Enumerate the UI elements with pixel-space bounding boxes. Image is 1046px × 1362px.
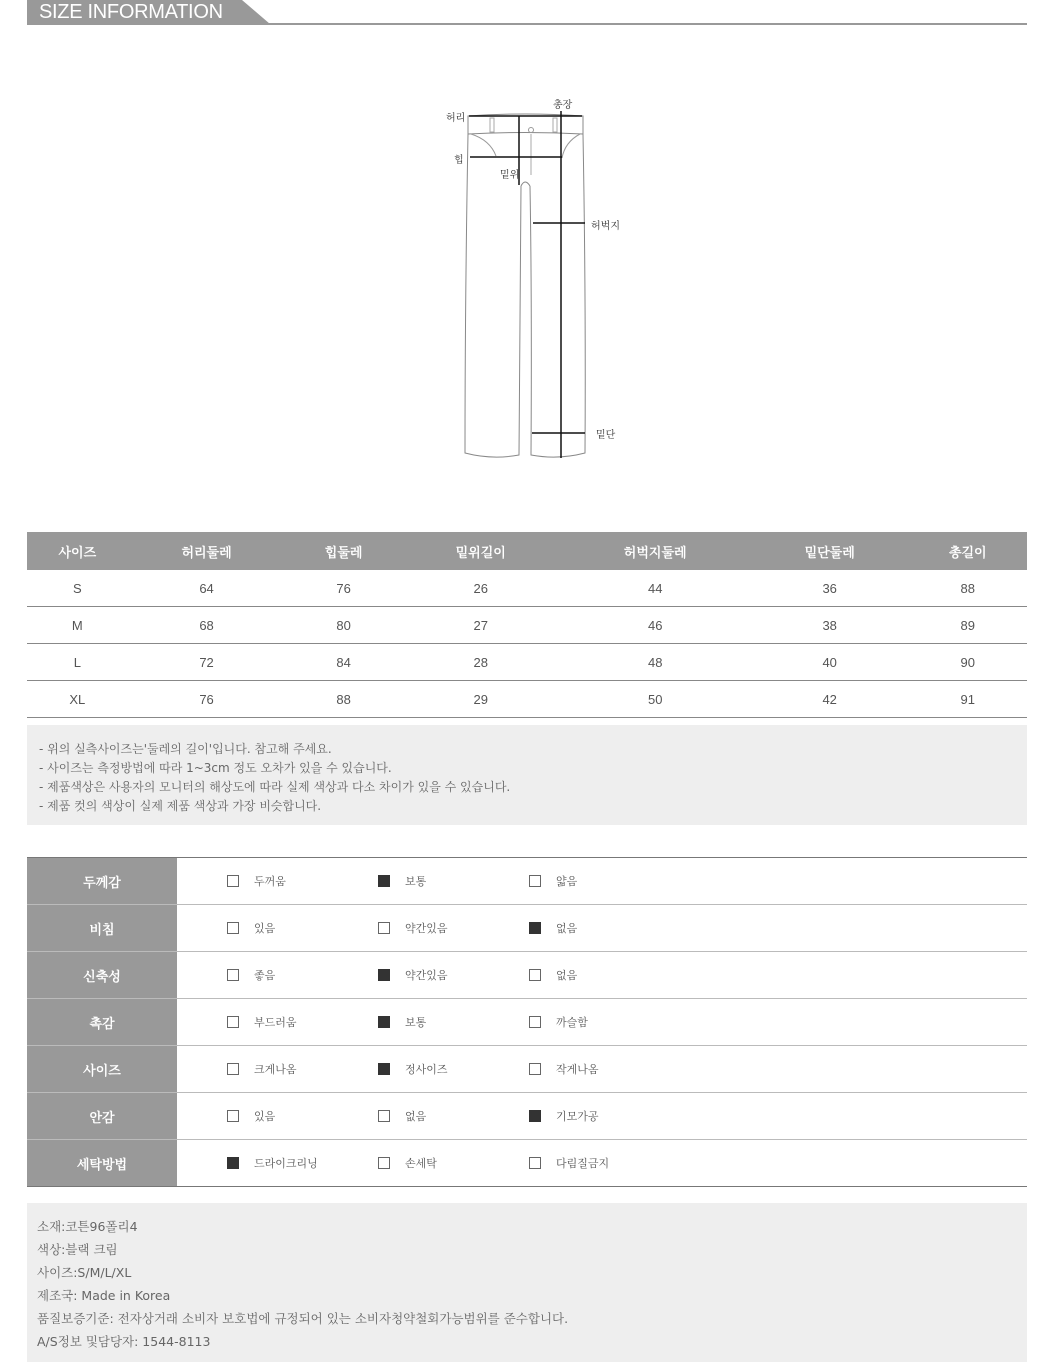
feature-option-label: 다림질금지 — [556, 1157, 610, 1170]
feature-option — [227, 952, 275, 998]
feature-option-label: 있음 — [254, 1110, 276, 1123]
checked-box-icon — [378, 1063, 390, 1075]
table-cell: 44 — [560, 570, 751, 607]
table-row — [27, 570, 1027, 607]
info-quality: 품질보증기준: 전자상거래 소비자 보호법에 규정되어 있는 소비자청약철회가능범위를 준수합니다. — [37, 1311, 569, 1326]
size-table — [27, 532, 1027, 718]
unchecked-box-icon — [227, 875, 239, 887]
table-cell: 90 — [909, 644, 1027, 681]
checked-box-icon — [529, 922, 541, 934]
feature-option — [529, 1140, 609, 1186]
feature-option-label: 두꺼움 — [254, 875, 286, 888]
checked-box-icon — [378, 1016, 390, 1028]
feature-label: 두께감 — [27, 858, 177, 904]
feature-label: 사이즈 — [27, 1046, 177, 1092]
feature-option — [378, 858, 426, 904]
feature-row — [27, 858, 1027, 905]
col-thigh: 허벅지둘레 — [560, 532, 751, 570]
table-cell: 36 — [751, 570, 909, 607]
feature-option-label: 좋음 — [254, 969, 276, 982]
table-cell: 48 — [560, 644, 751, 681]
table-cell: 91 — [909, 681, 1027, 718]
table-cell: 46 — [560, 607, 751, 644]
feature-option-label: 손세탁 — [405, 1157, 437, 1170]
table-row — [27, 681, 1027, 718]
col-hem: 밑단둘레 — [751, 532, 909, 570]
col-size: 사이즈 — [27, 532, 128, 570]
table-cell: M — [27, 607, 128, 644]
feature-option-label: 없음 — [556, 969, 578, 982]
table-cell: 26 — [402, 570, 560, 607]
feature-option — [227, 905, 275, 951]
feature-option-label: 작게나옴 — [556, 1063, 599, 1076]
table-cell: 38 — [751, 607, 909, 644]
feature-option-label: 없음 — [405, 1110, 427, 1123]
feature-option-label: 기모가공 — [556, 1110, 599, 1123]
checked-box-icon — [227, 1157, 239, 1169]
feature-option — [378, 905, 448, 951]
rise-label: 밑위 — [500, 170, 520, 181]
feature-option — [227, 1140, 318, 1186]
product-info — [27, 1203, 1027, 1362]
unchecked-box-icon — [529, 1157, 541, 1169]
table-cell: 76 — [285, 570, 401, 607]
feature-option-label: 크게나옴 — [254, 1063, 297, 1076]
unchecked-box-icon — [227, 1063, 239, 1075]
note-line: - 위의 실측사이즈는'둘레의 길이'입니다. 참고해 주세요. — [39, 742, 332, 756]
feature-option-label: 없음 — [556, 922, 578, 935]
table-cell: 64 — [128, 570, 286, 607]
feature-row — [27, 1046, 1027, 1093]
unchecked-box-icon — [378, 1110, 390, 1122]
col-total: 총길이 — [909, 532, 1027, 570]
table-cell: 72 — [128, 644, 286, 681]
unchecked-box-icon — [529, 1063, 541, 1075]
feature-option — [529, 905, 577, 951]
total-length-label: 총장 — [553, 100, 573, 111]
unchecked-box-icon — [378, 922, 390, 934]
note-line: - 제품 컷의 색상이 실제 제품 색상과 가장 비슷합니다. — [39, 799, 322, 813]
pants-diagram — [0, 0, 1046, 520]
feature-label: 안감 — [27, 1093, 177, 1139]
feature-option — [529, 858, 577, 904]
table-cell: 29 — [402, 681, 560, 718]
size-notes — [27, 725, 1027, 825]
info-sizes: 사이즈:S/M/L/XL — [37, 1265, 132, 1280]
feature-option — [378, 952, 448, 998]
feature-option — [378, 999, 426, 1045]
feature-label: 세탁방법 — [27, 1140, 177, 1186]
table-cell: 76 — [128, 681, 286, 718]
col-hip: 힙둘레 — [285, 532, 401, 570]
feature-option — [227, 1093, 275, 1139]
table-cell: 42 — [751, 681, 909, 718]
table-cell: 28 — [402, 644, 560, 681]
note-line: - 사이즈는 측정방법에 따라 1~3cm 정도 오차가 있을 수 있습니다. — [39, 761, 392, 775]
feature-option — [529, 1046, 599, 1092]
table-row — [27, 644, 1027, 681]
table-cell: 27 — [402, 607, 560, 644]
table-row — [27, 607, 1027, 644]
checked-box-icon — [378, 875, 390, 887]
unchecked-box-icon — [378, 1157, 390, 1169]
feature-option — [378, 1093, 426, 1139]
info-as: A/S정보 및담당자: 1544-8113 — [37, 1334, 211, 1349]
table-cell: 50 — [560, 681, 751, 718]
feature-option-label: 드라이크리닝 — [254, 1157, 318, 1170]
feature-row — [27, 952, 1027, 999]
table-cell: 88 — [909, 570, 1027, 607]
feature-row — [27, 999, 1027, 1046]
info-origin: 제조국: Made in Korea — [37, 1288, 171, 1303]
hip-label: 힙 — [454, 155, 464, 166]
feature-row — [27, 905, 1027, 952]
feature-option-label: 있음 — [254, 922, 276, 935]
unchecked-box-icon — [529, 875, 541, 887]
table-cell: 80 — [285, 607, 401, 644]
feature-option-label: 약간있음 — [405, 969, 448, 982]
feature-option — [227, 999, 297, 1045]
table-cell: 88 — [285, 681, 401, 718]
feature-label: 비침 — [27, 905, 177, 951]
feature-option — [227, 1046, 297, 1092]
info-color: 색상:블랙 크림 — [37, 1242, 118, 1257]
feature-option-label: 정사이즈 — [405, 1063, 448, 1076]
col-rise: 밑위길이 — [402, 532, 560, 570]
table-cell: XL — [27, 681, 128, 718]
table-cell: 89 — [909, 607, 1027, 644]
feature-label: 촉감 — [27, 999, 177, 1045]
table-cell: L — [27, 644, 128, 681]
unchecked-box-icon — [529, 1016, 541, 1028]
pants-illustration — [0, 0, 1046, 520]
feature-option — [529, 999, 588, 1045]
table-cell: 68 — [128, 607, 286, 644]
table-cell: 84 — [285, 644, 401, 681]
unchecked-box-icon — [529, 969, 541, 981]
feature-option-label: 보통 — [405, 875, 427, 888]
feature-row — [27, 1140, 1027, 1187]
feature-option-label: 부드러움 — [254, 1016, 297, 1029]
feature-option-label: 얇음 — [556, 875, 578, 888]
checked-box-icon — [529, 1110, 541, 1122]
thigh-label: 허벅지 — [591, 221, 620, 232]
table-cell: S — [27, 570, 128, 607]
unchecked-box-icon — [227, 969, 239, 981]
feature-option — [378, 1140, 437, 1186]
feature-option-label: 보통 — [405, 1016, 427, 1029]
feature-option — [529, 1093, 599, 1139]
feature-option-label: 약간있음 — [405, 922, 448, 935]
feature-option — [529, 952, 577, 998]
unchecked-box-icon — [227, 1016, 239, 1028]
info-material: 소재:코튼96폴리4 — [37, 1219, 138, 1234]
col-waist: 허리둘레 — [128, 532, 286, 570]
feature-option — [378, 1046, 448, 1092]
size-table-header — [27, 532, 1027, 570]
feature-option — [227, 858, 286, 904]
unchecked-box-icon — [227, 922, 239, 934]
feature-row — [27, 1093, 1027, 1140]
checked-box-icon — [378, 969, 390, 981]
waist-label: 허리 — [446, 113, 466, 124]
note-line: - 제품색상은 사용자의 모니터의 해상도에 따라 실제 색상과 다소 차이가 있을 수 있습니다. — [39, 780, 511, 794]
hem-label: 밑단 — [596, 430, 616, 441]
table-cell: 40 — [751, 644, 909, 681]
feature-option-label: 까슬함 — [556, 1016, 588, 1029]
feature-label: 신축성 — [27, 952, 177, 998]
section-title: SIZE INFORMATION — [39, 1, 223, 23]
unchecked-box-icon — [227, 1110, 239, 1122]
fabric-feature-table — [27, 857, 1027, 1187]
